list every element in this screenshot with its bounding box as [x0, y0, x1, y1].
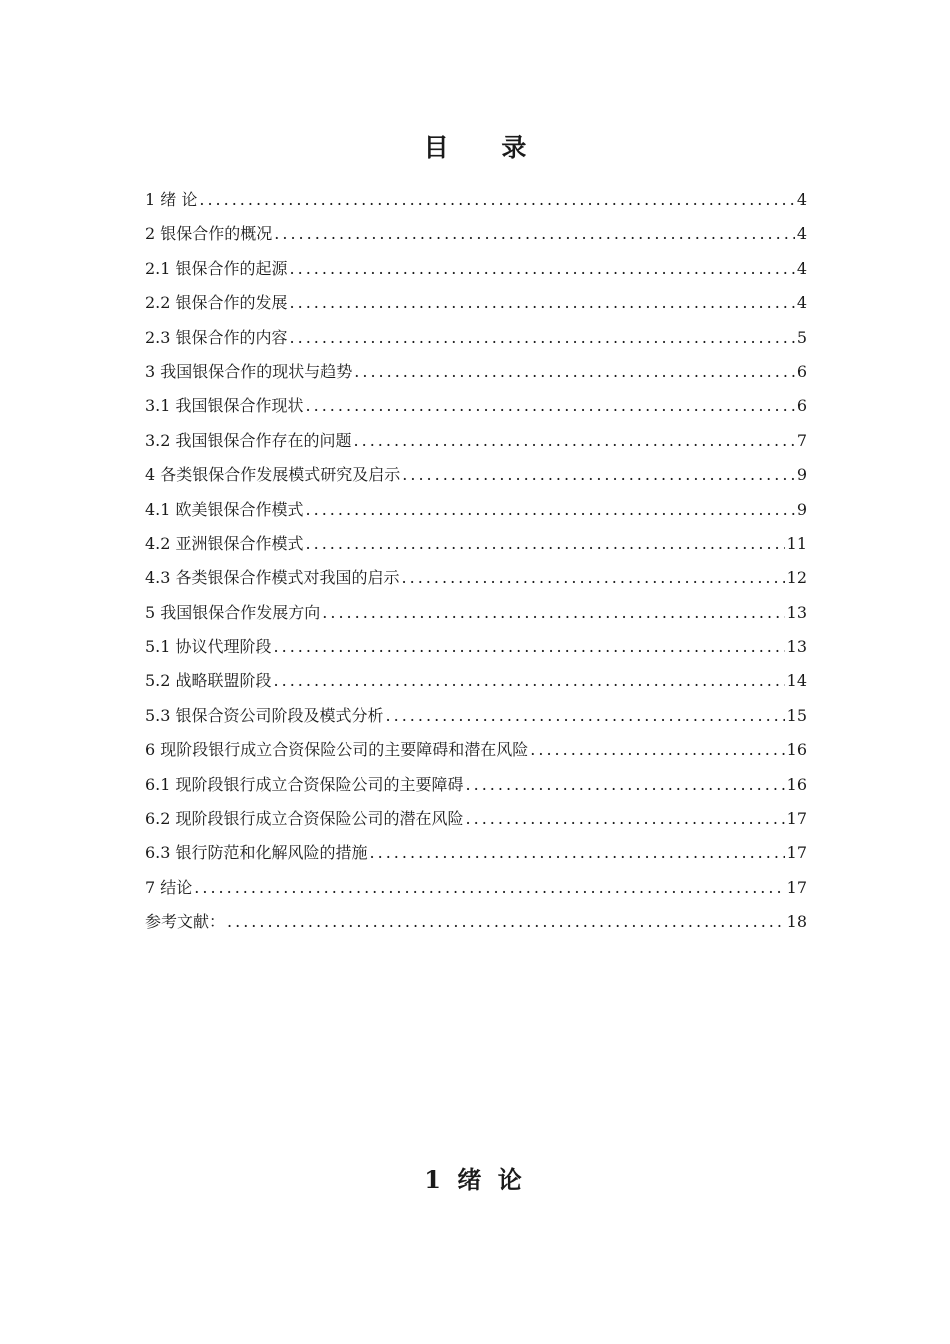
toc-entry-page: 4: [796, 258, 807, 278]
toc-leader-dots: [402, 458, 795, 492]
toc-entry[interactable]: [145, 768, 807, 802]
toc-leader-dots: [227, 905, 785, 939]
toc-entry-label: 6 现阶段银行成立合资保险公司的主要障碍和潜在风险: [145, 740, 529, 760]
toc-entry-label: 4.1 欧美银保合作模式: [145, 499, 304, 519]
toc-entry[interactable]: [145, 733, 807, 767]
toc-entry[interactable]: [145, 871, 807, 905]
toc-entry-label: 5.1 协议代理阶段: [145, 637, 272, 657]
toc-leader-dots: [290, 286, 795, 320]
toc-entry[interactable]: [145, 252, 807, 286]
toc-leader-dots: [370, 836, 785, 870]
toc-leader-dots: [530, 733, 784, 767]
toc-entry[interactable]: [145, 321, 807, 355]
toc-leader-dots: [274, 664, 785, 698]
toc-entry-label: 4.2 亚洲银保合作模式: [145, 533, 304, 553]
toc-entry-page: 17: [786, 877, 807, 897]
toc-entry-label: 6.1 现阶段银行成立合资保险公司的主要障碍: [145, 774, 464, 794]
chapter-heading: 1 绪 论: [424, 1165, 526, 1194]
toc-leader-dots: [386, 699, 785, 733]
toc-entry-label: 5.2 战略联盟阶段: [145, 671, 272, 691]
toc-entry-label: 1 绪 论: [145, 190, 198, 209]
toc-title: 目 录: [423, 133, 549, 162]
toc-leader-dots: [402, 561, 785, 595]
toc-entry[interactable]: [145, 836, 807, 870]
toc-entry-page: 4: [796, 293, 807, 313]
toc-entry-page: 17: [786, 843, 807, 863]
toc-entry-page: 13: [786, 637, 807, 657]
toc-entry-page: 15: [786, 705, 807, 725]
toc-entry-label: 2 银保合作的概况: [145, 224, 273, 244]
toc-leader-dots: [322, 596, 784, 630]
toc-entry[interactable]: [145, 183, 807, 217]
toc-entry-page: 17: [786, 809, 807, 829]
toc-entry-label: 3.2 我国银保合作存在的问题: [145, 430, 352, 450]
table-of-contents: [145, 183, 807, 940]
toc-entry[interactable]: [145, 664, 807, 698]
toc-entry-label: 3 我国银保合作的现状与趋势: [145, 361, 353, 381]
toc-entry-page: 12: [786, 568, 807, 588]
toc-entry-label: 2.3 银保合作的内容: [145, 327, 288, 347]
toc-entry-page: 16: [786, 774, 807, 794]
toc-leader-dots: [466, 802, 785, 836]
toc-leader-dots: [354, 424, 795, 458]
toc-entry[interactable]: [145, 286, 807, 320]
toc-entry[interactable]: [145, 596, 807, 630]
toc-entry-page: 9: [796, 499, 807, 519]
toc-leader-dots: [274, 630, 785, 664]
toc-entry-label: 3.1 我国银保合作现状: [145, 396, 304, 416]
toc-leader-dots: [290, 252, 795, 286]
toc-entry-page: 11: [786, 533, 807, 553]
toc-entry-page: 16: [786, 740, 807, 760]
toc-entry[interactable]: [145, 355, 807, 389]
toc-entry-label: 4.3 各类银保合作模式对我国的启示: [145, 568, 400, 588]
toc-leader-dots: [466, 768, 785, 802]
toc-entry[interactable]: [145, 905, 807, 939]
toc-entry[interactable]: [145, 424, 807, 458]
toc-entry-page: 4: [796, 224, 807, 244]
toc-leader-dots: [199, 183, 794, 217]
toc-entry-label: 2.2 银保合作的发展: [145, 293, 288, 313]
toc-entry-label: 7 结论: [145, 877, 193, 897]
toc-entry[interactable]: [145, 389, 807, 423]
toc-entry-page: 4: [796, 190, 807, 209]
toc-entry[interactable]: [145, 458, 807, 492]
toc-entry-label: 5.3 银保合资公司阶段及模式分析: [145, 705, 384, 725]
toc-leader-dots: [290, 321, 795, 355]
toc-leader-dots: [274, 217, 795, 251]
toc-entry-page: 14: [786, 671, 807, 691]
toc-entry-label: 2.1 银保合作的起源: [145, 258, 288, 278]
toc-leader-dots: [306, 527, 785, 561]
toc-entry-label: 6.2 现阶段银行成立合资保险公司的潜在风险: [145, 809, 464, 829]
toc-entry-page: 18: [786, 912, 807, 932]
toc-entry-page: 7: [796, 430, 807, 450]
toc-entry-label: 5 我国银保合作发展方向: [145, 602, 321, 622]
toc-entry-page: 6: [796, 361, 807, 381]
toc-entry-page: 13: [786, 602, 807, 622]
toc-entry-label: 参考文献：: [145, 912, 226, 932]
toc-entry[interactable]: [145, 699, 807, 733]
toc-leader-dots: [354, 355, 795, 389]
toc-entry[interactable]: [145, 493, 807, 527]
toc-entry-page: 9: [796, 465, 807, 485]
toc-entry-label: 6.3 银行防范和化解风险的措施: [145, 843, 368, 863]
toc-leader-dots: [194, 871, 784, 905]
toc-entry[interactable]: [145, 527, 807, 561]
toc-leader-dots: [306, 493, 795, 527]
toc-entry[interactable]: [145, 561, 807, 595]
toc-entry[interactable]: [145, 802, 807, 836]
toc-entry[interactable]: [145, 630, 807, 664]
toc-entry-page: 6: [796, 396, 807, 416]
toc-entry-page: 5: [796, 327, 807, 347]
toc-entry-label: 4 各类银保合作发展模式研究及启示: [145, 465, 401, 485]
toc-entry[interactable]: [145, 217, 807, 251]
toc-leader-dots: [306, 389, 795, 423]
